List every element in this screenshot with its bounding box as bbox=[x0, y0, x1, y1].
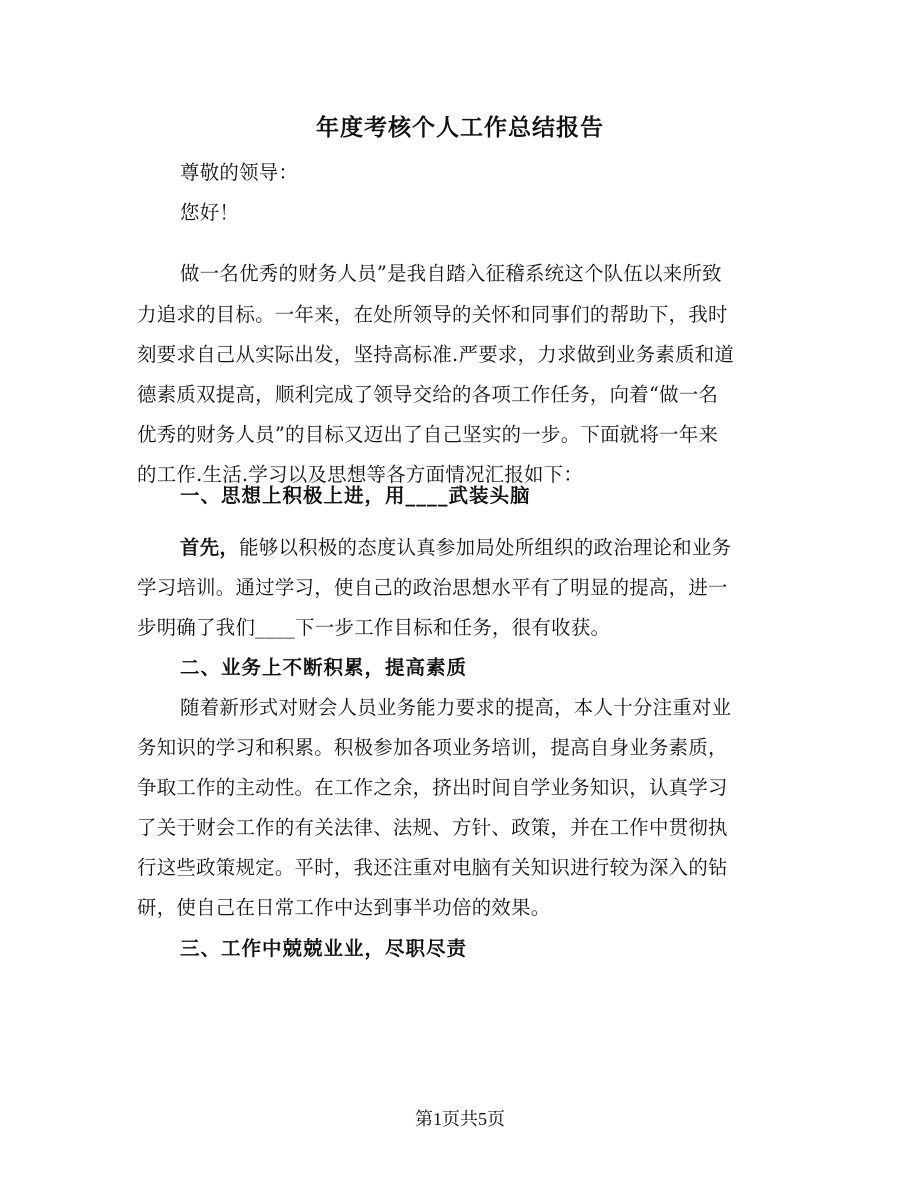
paragraph-line: 的工作.生活.学习以及思想等各方面情况汇报如下： bbox=[137, 463, 584, 486]
paragraph-line: 行这些政策规定。平时，我还注重对电脑有关知识进行较为深入的钻 bbox=[137, 856, 728, 879]
paragraph-line: 随着新形式对财会人员业务能力要求的提高，本人十分注重对业 bbox=[180, 696, 732, 719]
section-heading-1: 一、思想上积极上进，用____武装头脑 bbox=[180, 484, 531, 507]
paragraph-line bbox=[180, 528, 830, 568]
paragraph-line: 学习培训。通过学习，使自己的政治思想水平有了明显的提高，进一 bbox=[137, 576, 728, 599]
paragraph-line: 了关于财会工作的有关法律、法规、方针、政策，并在工作中贯彻执 bbox=[137, 816, 728, 839]
paragraph-line: 步明确了我们____下一步工作目标和任务，很有收获。 bbox=[137, 616, 611, 639]
paragraph-line: 务知识的学习和积累。积极参加各项业务培训，提高自身业务素质， bbox=[137, 736, 728, 759]
paragraph-line: 做一名优秀的财务人员”是我自踏入征稽系统这个队伍以来所致 bbox=[180, 262, 722, 285]
line-text: 能够以积极的态度认真参加局处所组织的政治理论和业务 bbox=[239, 536, 732, 559]
paragraph-line: 研，使自己在日常工作中达到事半功倍的效果。 bbox=[137, 896, 551, 919]
paragraph-line: 争取工作的主动性。在工作之余，挤出时间自学业务知识，认真学习 bbox=[137, 776, 728, 799]
document-title: 年度考核个人工作总结报告 bbox=[316, 115, 604, 141]
page-number: 第1页共5页 bbox=[415, 1109, 505, 1129]
paragraph-line: 力追求的目标。一年来，在处所领导的关怀和同事们的帮助下，我时 bbox=[137, 303, 728, 326]
paragraph-line: 优秀的财务人员”的目标又迈出了自己坚实的一步。下面就将一年来 bbox=[137, 423, 719, 446]
paragraph-line: 刻要求自己从实际出发，坚持高标准.严要求，力求做到业务素质和道 bbox=[137, 343, 735, 366]
greeting: 您好！ bbox=[180, 201, 240, 224]
section-heading-2: 二、业务上不断积累，提高素质 bbox=[180, 656, 468, 679]
salutation: 尊敬的领导： bbox=[180, 161, 299, 184]
paragraph-line: 德素质双提高，顺利完成了领导交给的各项工作任务，向着“做一名 bbox=[137, 383, 719, 406]
section-heading-3: 三、工作中兢兢业业，尽职尽责 bbox=[180, 937, 468, 960]
lead-word: 首先， bbox=[180, 536, 240, 559]
